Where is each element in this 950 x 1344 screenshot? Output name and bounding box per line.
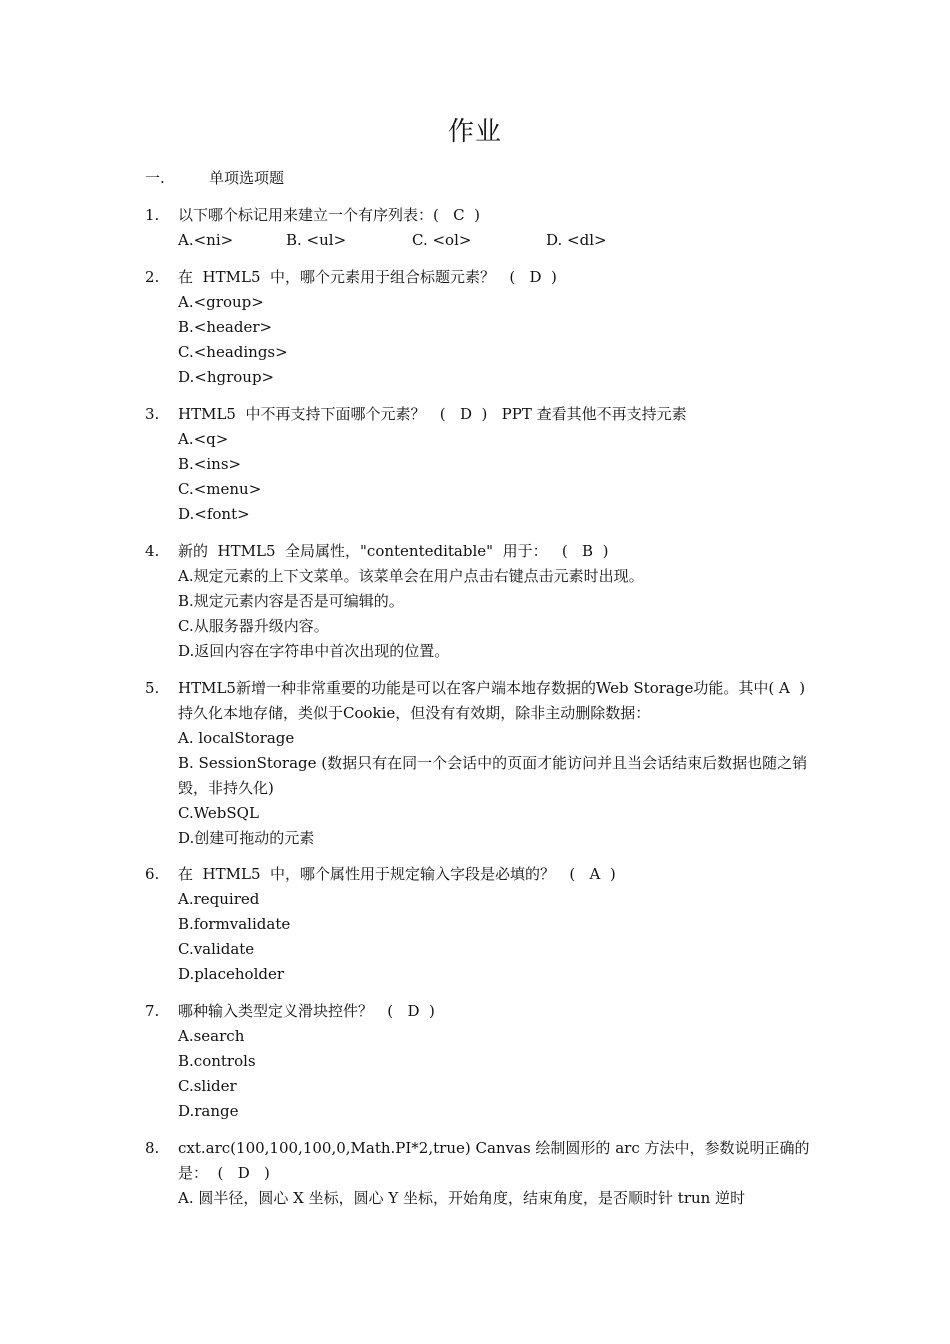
option-c: C.<headings> bbox=[178, 343, 288, 361]
option-b: B.formvalidate bbox=[178, 915, 291, 933]
options-row bbox=[178, 228, 810, 253]
question-3 bbox=[145, 402, 810, 527]
question-stem: 在 HTML5 中，哪个元素用于组合标题元素？ ( D ) bbox=[178, 268, 557, 286]
question-6 bbox=[145, 862, 810, 987]
question-number: 1. bbox=[145, 206, 160, 224]
option-b: B. <ul> bbox=[286, 231, 347, 249]
option-c: C. <ol> bbox=[412, 231, 472, 249]
question-number: 4. bbox=[145, 542, 160, 560]
option-a: A. 圆半径，圆心 X 坐标，圆心 Y 坐标，开始角度，结束角度，是否顺时针 trun 逆时 bbox=[178, 1189, 746, 1207]
option-c: C.从服务器升级内容。 bbox=[178, 617, 329, 635]
question-number: 5. bbox=[145, 679, 160, 697]
option-a: A.<group> bbox=[178, 293, 264, 311]
option-d: D.range bbox=[178, 1102, 239, 1120]
section-label: 单项选项题 bbox=[209, 169, 285, 187]
section-number: 一. bbox=[145, 169, 165, 187]
question-number: 6. bbox=[145, 865, 160, 883]
question-5 bbox=[145, 676, 810, 851]
option-a: A.required bbox=[178, 890, 260, 908]
question-7 bbox=[145, 999, 810, 1124]
question-stem: 以下哪个标记用来建立一个有序列表：( C ) bbox=[178, 206, 481, 224]
option-d: D.<hgroup> bbox=[178, 368, 275, 386]
option-a: A.search bbox=[178, 1027, 245, 1045]
option-d: D.placeholder bbox=[178, 965, 285, 983]
question-4 bbox=[145, 539, 810, 664]
question-number: 2. bbox=[145, 268, 160, 286]
option-d: D. <dl> bbox=[546, 231, 607, 249]
question-2 bbox=[145, 265, 810, 390]
option-b: B. SessionStorage (数据只有在同一个会话中的页面才能访问并且当会话结束后数据也随之销毁，非持久化) bbox=[178, 754, 808, 797]
question-stem: HTML5 中不再支持下面哪个元素？ ( D ) PPT 查看其他不再支持元素 bbox=[178, 405, 687, 423]
option-d: D.返回内容在字符串中首次出现的位置。 bbox=[178, 642, 450, 660]
option-d: D.<font> bbox=[178, 505, 250, 523]
option-b: B.规定元素内容是否是可编辑的。 bbox=[178, 592, 404, 610]
option-b: B.<header> bbox=[178, 318, 273, 336]
option-a: A.<ni> bbox=[178, 231, 234, 249]
question-number: 7. bbox=[145, 1002, 160, 1020]
question-stem: HTML5新增一种非常重要的功能是可以在客户端本地存数据的Web Storage功能。其中( A )持久化本地存储，类似于Cookie，但没有有效期，除非主动删除数据： bbox=[178, 679, 806, 722]
option-b: B.controls bbox=[178, 1052, 256, 1070]
question-number: 8. bbox=[145, 1139, 160, 1157]
question-1 bbox=[145, 203, 810, 253]
option-c: C.slider bbox=[178, 1077, 237, 1095]
option-a: A.规定元素的上下文菜单。该菜单会在用户点击右键点击元素时出现。 bbox=[178, 567, 644, 585]
option-a: A. localStorage bbox=[178, 729, 295, 747]
option-c: C.WebSQL bbox=[178, 804, 259, 822]
option-d: D.创建可拖动的元素 bbox=[178, 829, 315, 847]
page-title: 作业 bbox=[447, 117, 502, 147]
option-c: C.validate bbox=[178, 940, 255, 958]
question-stem: 在 HTML5 中，哪个属性用于规定输入字段是必填的？ ( A ) bbox=[178, 865, 616, 883]
question-8 bbox=[145, 1136, 810, 1211]
question-stem: 新的 HTML5 全局属性，"contenteditable" 用于： ( B ) bbox=[178, 542, 609, 560]
option-b: B.<ins> bbox=[178, 455, 242, 473]
question-stem: cxt.arc(100,100,100,0,Math.PI*2,true) Canvas 绘制圆形的 arc 方法中，参数说明正确的是： ( D ) bbox=[178, 1139, 810, 1182]
option-a: A.<q> bbox=[178, 430, 229, 448]
section-heading bbox=[145, 166, 284, 190]
option-c: C.<menu> bbox=[178, 480, 262, 498]
question-stem: 哪种输入类型定义滑块控件？ ( D ) bbox=[178, 1002, 435, 1020]
question-number: 3. bbox=[145, 405, 160, 423]
